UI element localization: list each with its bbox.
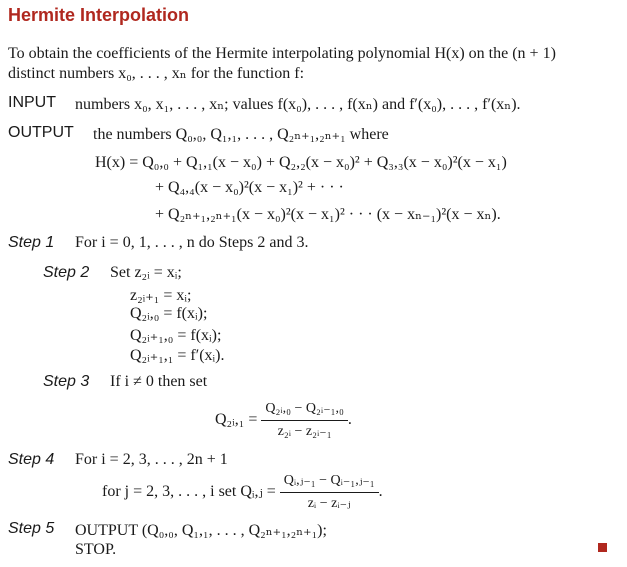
step-4-period: . bbox=[378, 483, 383, 501]
step-1-text: For i = 0, 1, . . . , n do Steps 2 and 3. bbox=[75, 234, 309, 251]
step-1-label: Step 1 bbox=[8, 234, 55, 251]
step-2-line: Q₂ᵢ₊₁,₀ = f(xᵢ); bbox=[130, 327, 222, 344]
step-3-lhs: Q₂ᵢ,₁ = bbox=[215, 411, 258, 429]
step-4-inner-loop: for j = 2, 3, . . . , i set Qᵢ,ⱼ = bbox=[102, 483, 276, 501]
step-5-text: OUTPUT (Q₀,₀, Q₁,₁, . . . , Q₂ₙ₊₁,₂ₙ₊₁); bbox=[75, 522, 327, 539]
intro-line-1: To obtain the coefficients of the Hermite interpolating polynomial H(x) on the (n + 1) bbox=[8, 45, 556, 62]
step-2-line: Q₂ᵢ₊₁,₁ = f′(xᵢ). bbox=[130, 347, 225, 364]
step-3-period: . bbox=[347, 411, 352, 429]
intro-line-2: distinct numbers x₀, . . . , xₙ for the function f: bbox=[8, 65, 305, 82]
step-4-denominator: zᵢ − zᵢ₋ⱼ bbox=[307, 496, 351, 511]
hermite-formula-line-3: + Q₂ₙ₊₁,₂ₙ₊₁(x − x₀)²(x − x₁)² · · · (x − xₙ₋₁)²(x − xₙ). bbox=[155, 206, 501, 223]
end-of-algorithm-mark bbox=[598, 543, 607, 552]
step-4-fraction bbox=[280, 472, 379, 513]
output-description: the numbers Q₀,₀, Q₁,₁, . . . , Q₂ₙ₊₁,₂ₙ₊₁ where bbox=[93, 126, 389, 143]
step-2-line: Q₂ᵢ,₀ = f(xᵢ); bbox=[130, 305, 208, 322]
step-2-line: z₂ᵢ₊₁ = xᵢ; bbox=[130, 287, 192, 304]
step-5-stop: STOP. bbox=[75, 541, 117, 558]
step-3-label: Step 3 bbox=[43, 373, 90, 390]
step-3-fraction bbox=[261, 400, 348, 441]
step-4-text: For i = 2, 3, . . . , 2n + 1 bbox=[75, 451, 228, 468]
hermite-formula-line-2: + Q₄,₄(x − x₀)²(x − x₁)² + · · · bbox=[155, 179, 344, 196]
step-4-numerator: Qᵢ,ⱼ₋₁ − Qᵢ₋₁,ⱼ₋₁ bbox=[280, 472, 379, 493]
algorithm-title: Hermite Interpolation bbox=[8, 5, 190, 25]
step-3-text: If i ≠ 0 then set bbox=[110, 373, 208, 390]
step-3-denominator: z₂ᵢ − z₂ᵢ₋₁ bbox=[277, 424, 332, 439]
output-label: OUTPUT bbox=[8, 124, 74, 141]
step-3-equation bbox=[215, 400, 352, 441]
step-3-numerator: Q₂ᵢ,₀ − Q₂ᵢ₋₁,₀ bbox=[261, 400, 348, 421]
step-4-label: Step 4 bbox=[8, 451, 55, 468]
input-description: numbers x₀, x₁, . . . , xₙ; values f(x₀), . . . , f(xₙ) and f′(x₀), . . . , f′(xₙ). bbox=[75, 96, 521, 113]
hermite-formula-line-1: H(x) = Q₀,₀ + Q₁,₁(x − x₀) + Q₂,₂(x − x₀)² + Q₃,₃(x − x₀)²(x − x₁) bbox=[95, 154, 507, 171]
step-5-label: Step 5 bbox=[8, 520, 55, 537]
input-label: INPUT bbox=[8, 94, 56, 111]
step-2-line: Set z₂ᵢ = xᵢ; bbox=[110, 264, 182, 281]
step-4-equation bbox=[102, 472, 383, 513]
step-2-label: Step 2 bbox=[43, 264, 90, 281]
